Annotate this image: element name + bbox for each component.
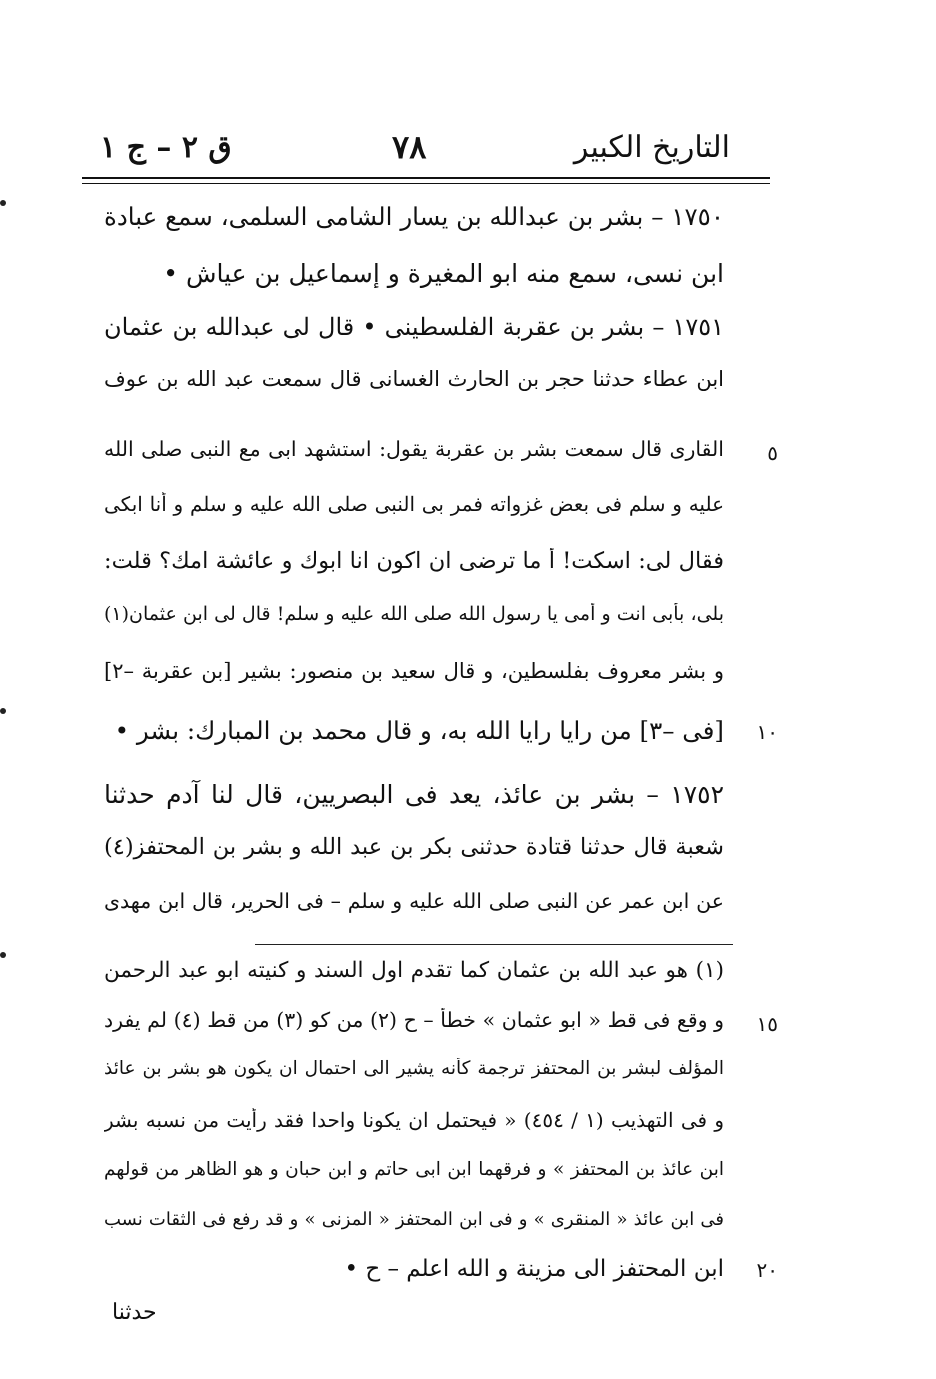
body-line: [فى –٣] من رايا رايا الله به، و قال محمد بن المبارك: بشر • <box>114 716 724 745</box>
body-line: ١٧٥١ – بشر بن عقربة الفلسطينى • قال لى عبدالله بن عثمان <box>104 313 724 341</box>
page-header <box>100 122 730 174</box>
catchword: حدثنا <box>112 1300 157 1325</box>
body-line: بلى، بأبى انت و أمى يا رسول الله صلى الله عليه و سلم! قال لى ابن عثمان(١) <box>104 603 724 625</box>
body-line: فقال لى: اسكت! أ ما ترضى ان اكون انا ابوك و عائشة امك؟ قلت: <box>104 548 724 574</box>
footnote-line: و وقع فى قط « ابو عثمان » خطأ – ح (٢) من كو (٣) من قط (٤) لم يفرد <box>104 1008 724 1032</box>
footnote-line: فى ابن عائذ « المنقرى » و فى ابن المحتفز « المزنى » و قد رفع فى الثقات نسب <box>104 1209 724 1230</box>
footnote-line: المؤلف لبشر بن المحتفز ترجمة كأنه يشير الى احتمال ان يكون هو بشر بن عائذ <box>104 1058 724 1079</box>
footnote-line: ابن عائذ بن المحتفز » و فرقهما ابن ابى حاتم و ابن حبان و هو الظاهر من قولهم <box>104 1159 724 1180</box>
body-line: ابن نسى، سمع منه ابو المغيرة و إسماعيل بن عياش • <box>163 259 724 288</box>
scan-speck <box>0 708 6 714</box>
body-line: و بشر معروف بفلسطين، و قال سعيد بن منصور: بشير [بن عقربة –٢] <box>104 659 724 683</box>
body-line: القارى قال سمعت بشر بن عقربة يقول: استشهد ابى مع النبى صلى الله <box>104 437 724 461</box>
book-title: التاريخ الكبير <box>573 130 730 165</box>
line-number-20: ٢٠ <box>756 1258 778 1282</box>
body-line: ١٧٥٠ – بشر بن عبدالله بن يسار الشامى السلمى، سمع عبادة <box>104 202 724 231</box>
footnote-rule <box>255 944 733 945</box>
volume-label: ق ٢ – ج ١ <box>100 130 232 165</box>
body-line: عليه و سلم فى بعض غزواته فمر بى النبى صلى الله عليه و سلم و أنا ابكى <box>104 492 724 516</box>
body-line: عن ابن عمر عن النبى صلى الله عليه و سلم – فى الحرير، قال ابن مهدى <box>104 889 724 913</box>
line-number-10: ١٠ <box>756 720 778 744</box>
footnote-line: ابن المحتفز الى مزينة و الله اعلم – ح • <box>344 1256 724 1282</box>
scan-speck <box>0 952 6 958</box>
page-number: ٧٨ <box>392 128 427 166</box>
body-line: ١٧٥٢ – بشر بن عائذ، يعد فى البصريين، قال لنا آدم حدثنا <box>104 780 724 809</box>
body-line: ابن عطاء حدثنا حجر بن الحارث الغسانى قال سمعت عبد الله بن عوف <box>104 367 724 391</box>
header-rule-thin <box>82 183 770 184</box>
footnote-line: و فى التهذيب (١ / ٤٥٤) « فيحتمل ان يكونا واحدا فقد رأيت من نسبه بشر <box>104 1108 724 1132</box>
body-line: شعبة قال حدثنا قتادة حدثنى بكر بن عبد الله و بشر بن المحتفز(٤) <box>104 834 724 860</box>
scan-speck <box>0 200 6 206</box>
line-number-15: ١٥ <box>756 1012 778 1036</box>
footnote-line: (١) هو عبد الله بن عثمان كما تقدم اول السند و كنيته ابو عبد الرحمن <box>104 958 724 983</box>
line-number-5: ٥ <box>767 441 778 465</box>
header-rule-thick <box>82 177 770 179</box>
